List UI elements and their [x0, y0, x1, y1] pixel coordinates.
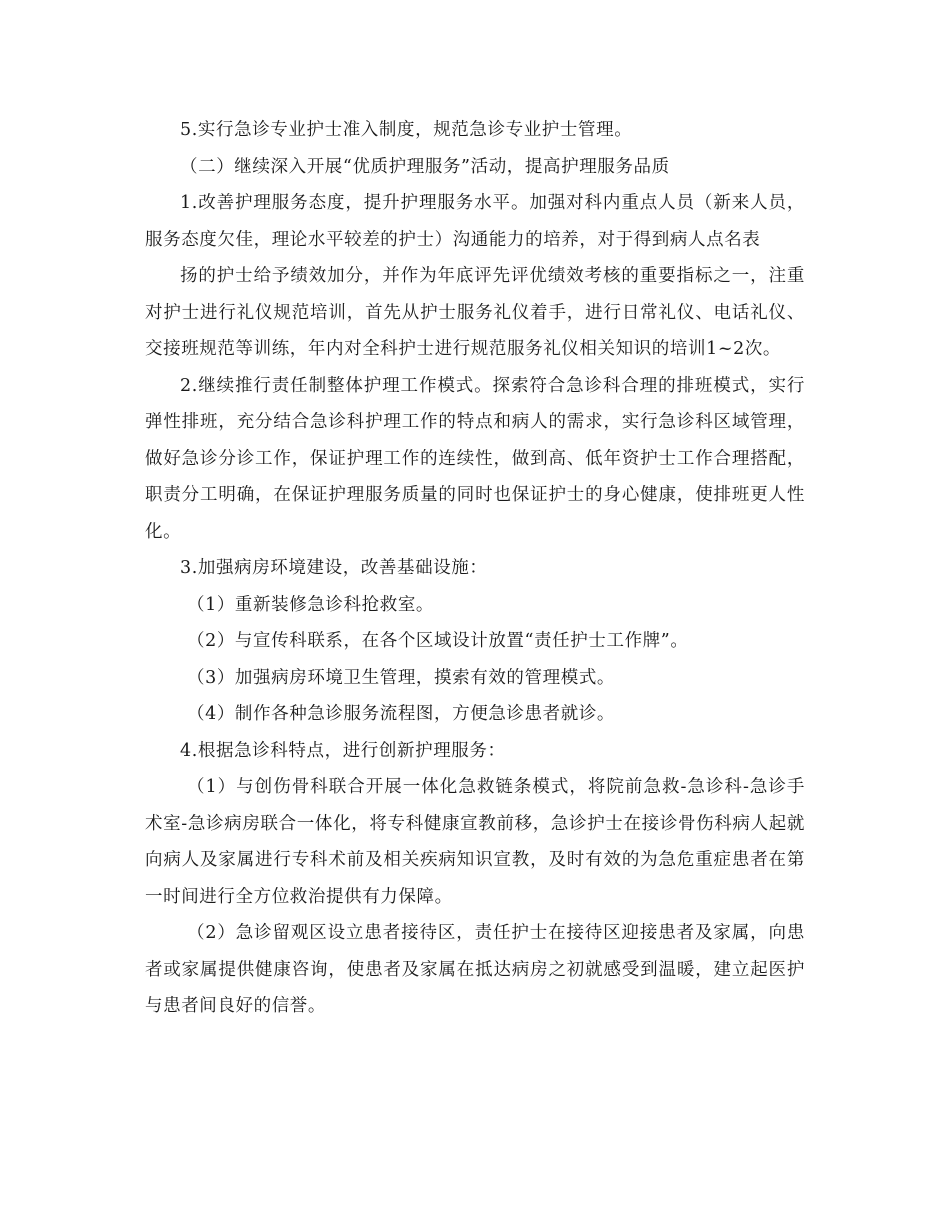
paragraph-item-1: 1.改善护理服务态度，提升护理服务水平。加强对科内重点人员（新来人员，服务态度欠佳，理论水平较差的护士）沟通能力的培养，对于得到病人点名表	[145, 193, 805, 250]
sub-item-3-1: （1）重新装修急诊科抢救室。	[187, 594, 435, 615]
paragraph-item-3: 3.加强病房环境建设，改善基础设施：	[180, 558, 488, 578]
section-heading-2: （二）继续深入开展“优质护理服务”活动，提高护理服务品质	[180, 156, 670, 177]
sub-item-3-4: （4）制作各种急诊服务流程图，方便急诊患者就诊。	[187, 704, 616, 724]
paragraph-continuation: 扬的护士给予绩效加分，并作为年底评先评优绩效考核的重要指标之一，注重对护士进行礼仪规范培训，首先从护士服务礼仪着手，进行日常礼仪、电话礼仪、交接班规范等训练，年内对全科护士进行规范服务礼仪相关知识的培训1~2次。	[145, 266, 805, 359]
sub-item-3-2: （2）与宣传科联系，在各个区域设计放置“责任护士工作牌”。	[187, 631, 689, 651]
document-body	[145, 112, 805, 1025]
paragraph-item-5: 5.实行急诊专业护士准入制度，规范急诊专业护士管理。	[180, 120, 633, 140]
sub-item-4-2: （2）急诊留观区设立患者接待区，责任护士在接待区迎接患者及家属，向患者或家属提供健康咨询，使患者及家属在抵达病房之初就感受到温暖，建立起医护与患者间良好的信誉。	[145, 923, 805, 1016]
sub-item-4-1: （1）与创伤骨科联合开展一体化急救链条模式，将院前急救-急诊科-急诊手术室-急诊病房联合一体化，将专科健康宣教前移，急诊护士在接诊骨伤科病人起就向病人及家属进行专科术前及相关疾病知识宣教，及时有效的为急危重症患者在第一时间进行全方位救治提供有力保障。	[145, 777, 805, 907]
paragraph-item-2: 2.继续推行责任制整体护理工作模式。探索符合急诊科合理的排班模式，实行弹性排班，充分结合急诊科护理工作的特点和病人的需求，实行急诊科区域管理，做好急诊分诊工作，保证护理工作的连续性，做到高、低年资护士工作合理搭配，职责分工明确，在保证护理服务质量的同时也保证护士的身心健康，使排班更人性化。	[145, 375, 805, 542]
sub-item-3-3: （3）加强病房环境卫生管理，摸索有效的管理模式。	[187, 667, 616, 688]
paragraph-item-4: 4.根据急诊科特点，进行创新护理服务：	[180, 740, 506, 761]
